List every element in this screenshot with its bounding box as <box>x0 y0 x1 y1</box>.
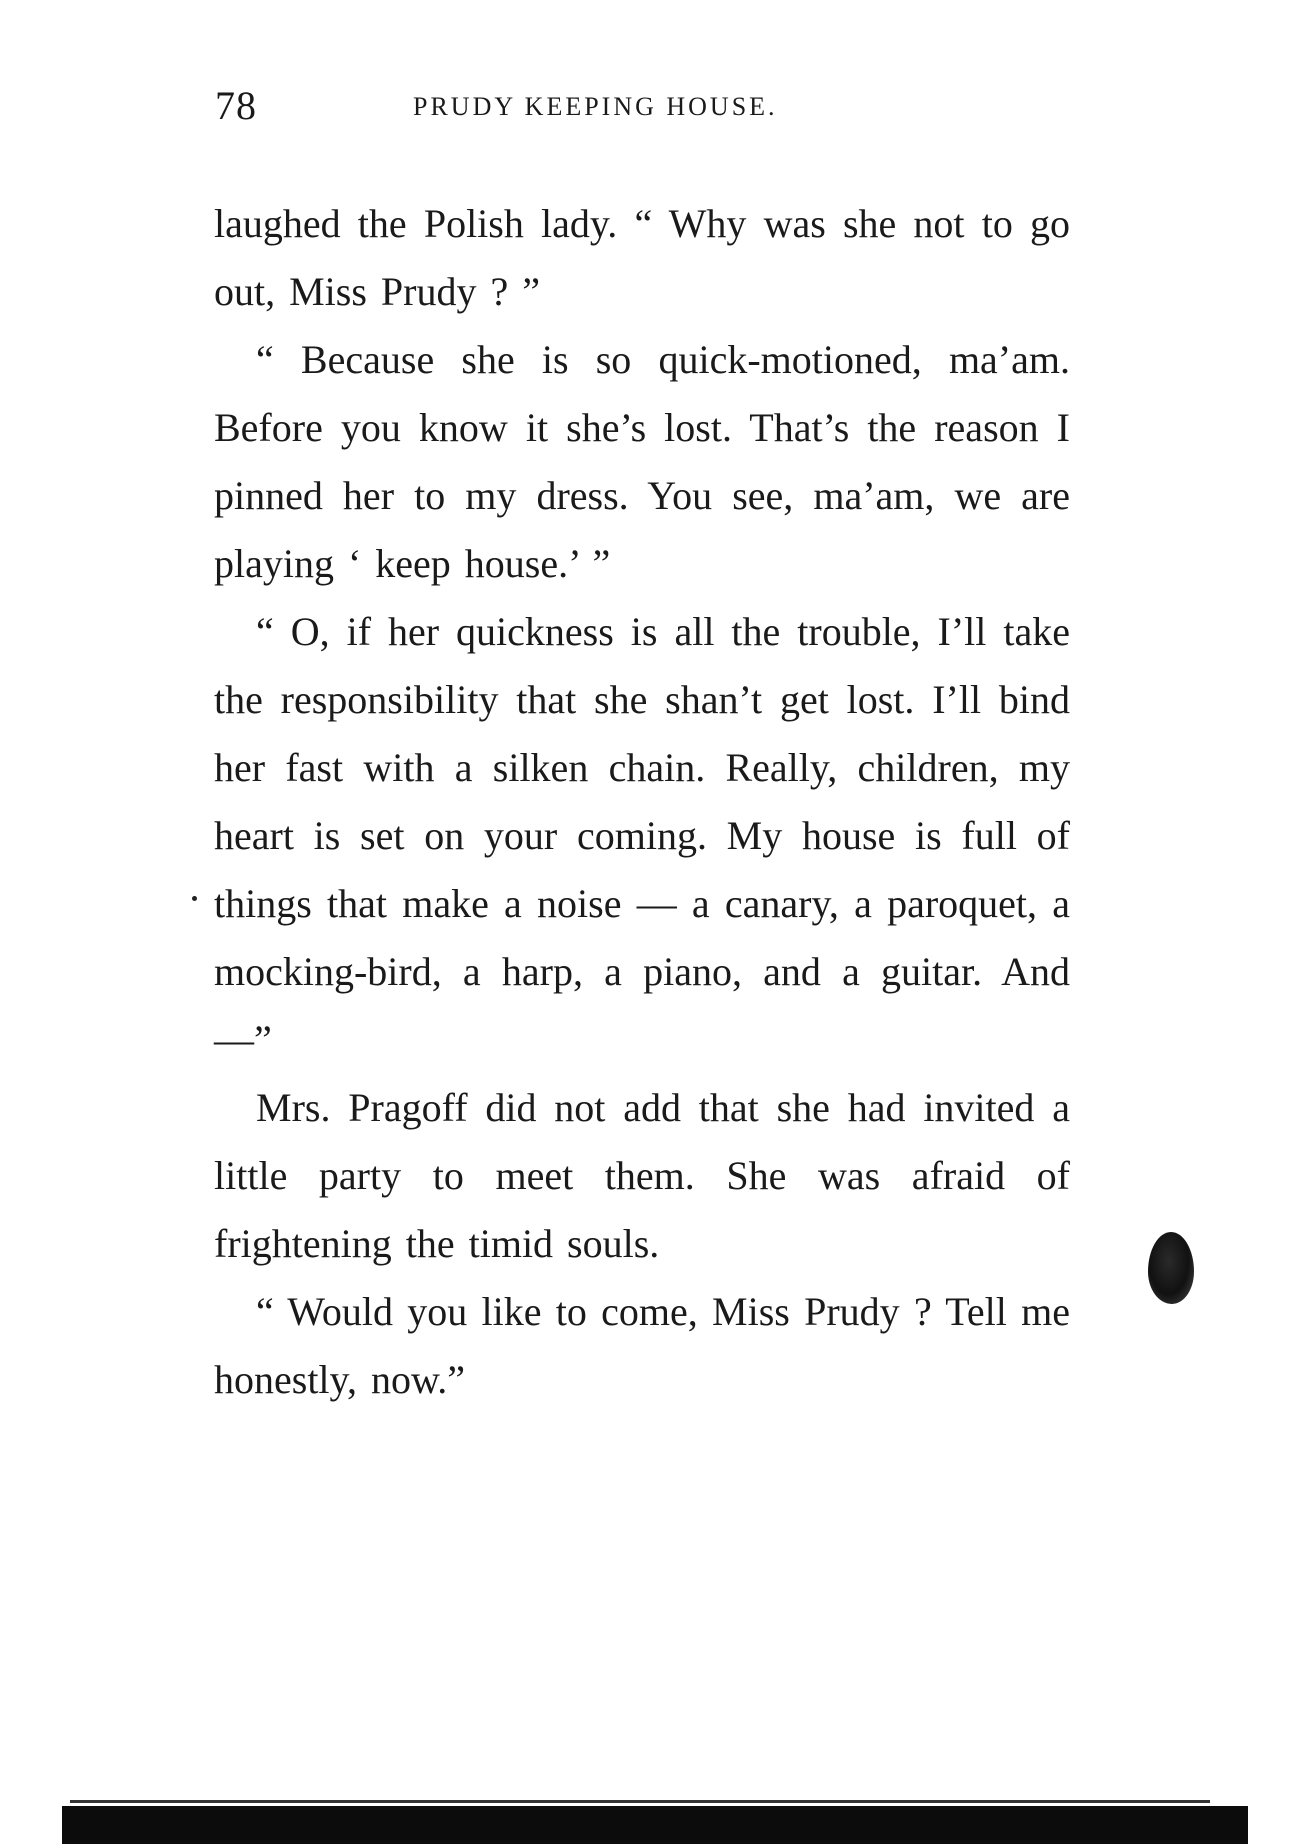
paragraph-1: laughed the Polish lady. “ Why was she not to go out, Miss Prudy ? ” <box>214 201 1070 314</box>
ink-blot-mark <box>1148 1232 1194 1304</box>
scan-edge-line <box>70 1800 1210 1803</box>
body-text <box>214 190 1070 1414</box>
paragraph-4: Mrs. Pragoff did not add that she had invited a little party to meet them. She was afraid of frightening the timid souls. <box>214 1085 1070 1266</box>
scan-bottom-edge <box>62 1806 1248 1844</box>
paragraph-3: “ O, if her quickness is all the trouble, I’ll take the responsibility that she shan’t get lost. I’ll bind her fast with a silken chain. Really, children, my heart is set on your coming. My house is full of things that make a noise — a canary, a paroquet, a mocking-bird, a harp, a piano, and a guitar. And—” <box>214 609 1070 1062</box>
running-title: PRUDY KEEPING HOUSE. <box>413 92 778 121</box>
paragraph-2: “ Because she is so quick-motioned, ma’am. Before you know it she’s lost. That’s the reason I pinned her to my dress. You see, ma’am, we are playing ‘ keep house.’ ” <box>214 337 1070 586</box>
page-number: 78 <box>215 83 257 128</box>
paragraph-5: “ Would you like to come, Miss Prudy ? Tell me honestly, now.” <box>214 1289 1070 1402</box>
page-header <box>215 82 1095 132</box>
stray-dot-mark <box>192 896 197 901</box>
